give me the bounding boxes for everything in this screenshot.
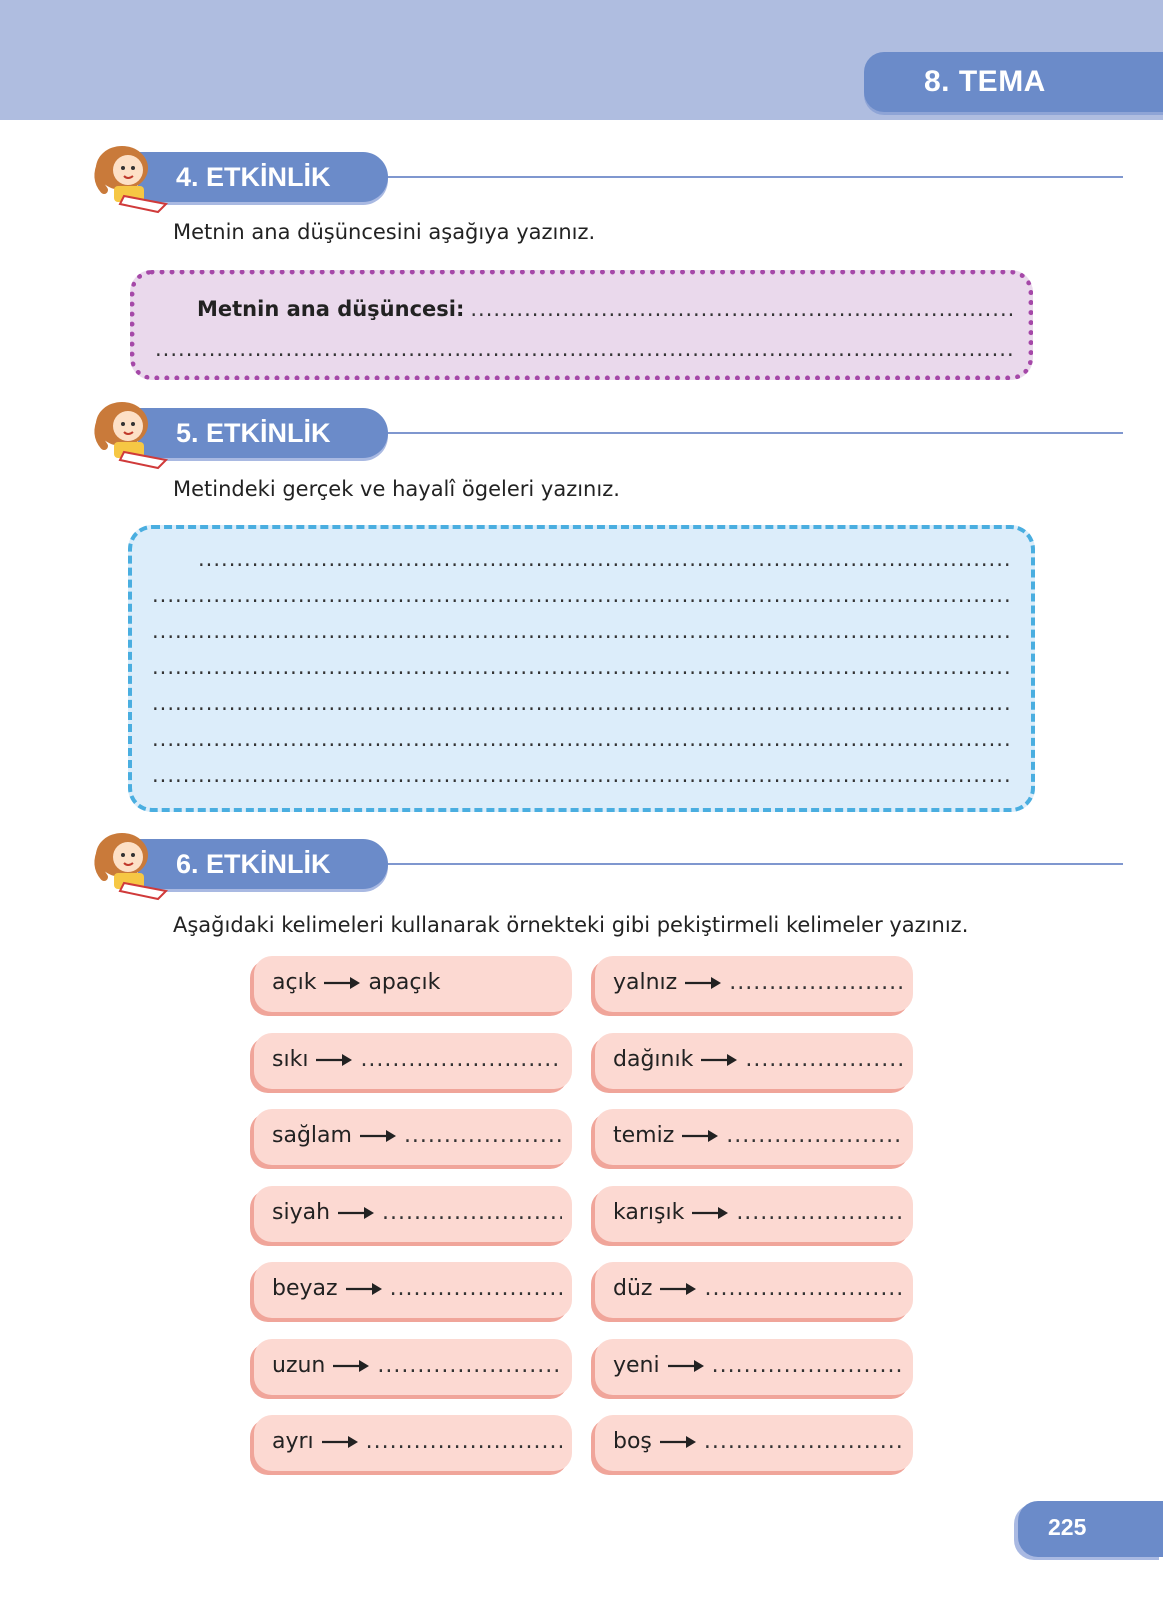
page-number: 225 [1048,1514,1087,1540]
word-box-right-6[interactable] [595,1339,913,1395]
arrow-right-icon [360,1124,396,1138]
answer-dots[interactable] [390,1276,562,1301]
word-box-right-3[interactable] [595,1109,913,1165]
arrow-right-icon [316,1048,352,1062]
arrow-right-icon [660,1277,696,1291]
answer-dots [152,619,1010,643]
theme-label: 8. TEMA [924,65,1046,98]
answer-dots[interactable] [704,1429,903,1454]
answer-word: apaçık [368,970,441,995]
answer-dots[interactable] [729,970,903,995]
word-pair [613,1200,903,1225]
word-box-left-2[interactable] [254,1033,572,1089]
answer-dots[interactable] [360,1047,562,1072]
header-rule [378,432,1123,434]
word-box-left-1[interactable] [254,956,572,1012]
word-box-left-3[interactable] [254,1109,572,1165]
word-pair [272,1276,562,1301]
answer-dots [155,337,1012,361]
base-word: yalnız [613,970,678,995]
word-box-right-1[interactable] [595,956,913,1012]
word-pair [613,970,903,995]
answer-line-5[interactable] [152,691,1010,715]
arrow-right-icon [660,1430,696,1444]
base-word: beyaz [272,1276,338,1301]
activity-title-pill [138,839,388,889]
answer-line-3[interactable] [152,619,1010,643]
main-idea-box [130,270,1033,380]
word-box-right-5[interactable] [595,1262,913,1318]
activity-4-header [88,146,1038,216]
activity-6-title: 6. ETKİNLİK [176,849,331,879]
answer-line-4[interactable] [152,655,1010,679]
girl-reading-icon [88,825,170,901]
word-pair [613,1123,903,1148]
answer-line-1[interactable] [198,547,1010,571]
base-word: dağınık [613,1046,694,1072]
base-word: yeni [613,1352,660,1378]
activity-6-header [88,833,1038,903]
activity-4-instruction: Metnin ana düşüncesini aşağıya yazınız. [173,220,596,244]
answer-line-2[interactable] [152,583,1010,607]
word-box-left-7[interactable] [254,1415,572,1471]
answer-dots [152,763,1010,787]
word-pair [613,1353,903,1378]
answer-dots [152,727,1010,751]
activity-4-title: 4. ETKİNLİK [176,162,331,192]
word-pair [272,970,562,995]
word-pair [272,1429,562,1454]
word-box-right-2[interactable] [595,1033,913,1089]
word-pair [613,1276,903,1301]
answer-dots[interactable] [377,1353,562,1378]
base-word: uzun [272,1352,326,1378]
arrow-right-icon [682,1124,718,1138]
base-word: ayrı [272,1429,314,1454]
activity-5-header [88,402,1038,472]
arrow-right-icon [701,1048,737,1062]
word-box-left-5[interactable] [254,1262,572,1318]
main-idea-label: Metnin ana düşüncesi: [197,297,465,321]
activity-5-title: 5. ETKİNLİK [176,418,331,448]
arrow-right-icon [692,1201,728,1215]
real-imaginary-box [128,525,1035,812]
answer-dots[interactable] [736,1200,903,1225]
page-number-tab [1018,1501,1163,1557]
answer-dots[interactable] [382,1200,562,1225]
arrow-right-icon [322,1430,358,1444]
arrow-right-icon [338,1201,374,1215]
answer-dots[interactable] [366,1429,562,1454]
answer-dots [152,583,1010,607]
word-pair [272,1047,562,1072]
arrow-right-icon [685,971,721,985]
word-box-left-4[interactable] [254,1186,572,1242]
girl-reading-icon [88,394,170,470]
word-pair [272,1200,562,1225]
word-pair [613,1047,903,1072]
base-word: sağlam [272,1123,352,1148]
activity-6-instruction: Aşağıdaki kelimeleri kullanarak örnekteki gibi pekiştirmeli kelimeler yazınız. [173,913,969,937]
header-rule [378,176,1123,178]
base-word: düz [613,1276,653,1301]
answer-dots[interactable] [745,1047,903,1072]
arrow-right-icon [346,1277,382,1291]
answer-line-7[interactable] [152,763,1010,787]
arrow-right-icon [333,1354,369,1368]
activity-5-instruction: Metindeki gerçek ve hayalî ögeleri yazınız. [173,477,620,501]
answer-dots[interactable] [712,1353,903,1378]
base-word: siyah [272,1199,331,1225]
base-word: sıkı [272,1046,309,1072]
word-box-left-6[interactable] [254,1339,572,1395]
answer-dots [152,655,1010,679]
answer-dots [470,297,1012,321]
word-pair [613,1429,903,1454]
word-pair [272,1353,562,1378]
answer-dots [198,547,1010,571]
activity-title-pill [138,408,388,458]
answer-dots[interactable] [404,1123,562,1148]
word-pair [272,1123,562,1148]
word-box-right-7[interactable] [595,1415,913,1471]
arrow-right-icon [668,1354,704,1368]
answer-line-6[interactable] [152,727,1010,751]
answer-dots[interactable] [726,1123,903,1148]
main-idea-line[interactable] [197,297,1012,321]
arrow-right-icon [324,971,360,985]
base-word: temiz [613,1123,675,1148]
header-rule [378,863,1123,865]
answer-dots[interactable] [704,1276,903,1301]
main-idea-line-2[interactable] [155,337,1012,361]
word-box-right-4[interactable] [595,1186,913,1242]
base-word: karışık [613,1199,685,1225]
base-word: boş [613,1429,652,1454]
girl-reading-icon [88,138,170,214]
theme-tab [864,52,1163,112]
activity-title-pill [138,152,388,202]
answer-dots [152,691,1010,715]
base-word: açık [272,970,317,995]
